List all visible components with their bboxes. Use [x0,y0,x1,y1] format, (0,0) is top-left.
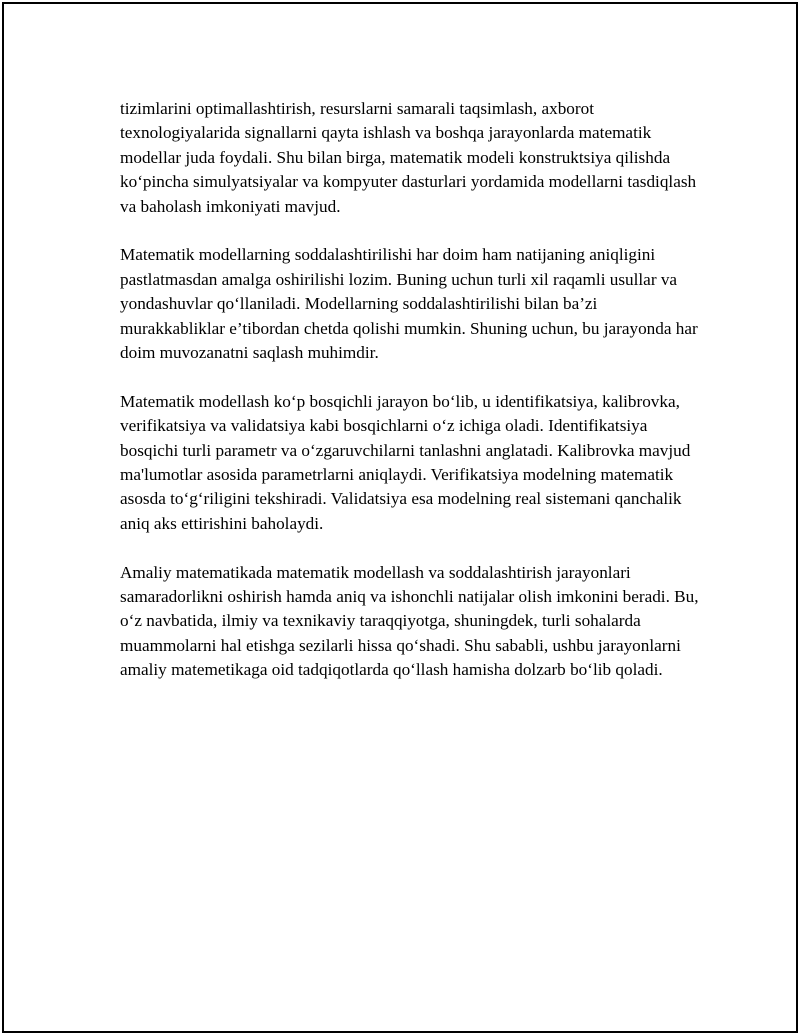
paragraph-1: tizimlarini optimallashtirish, resurslarni samarali taqsimlash, axborot texnologiyalarida signallarni qayta ishlash va boshqa jarayonlarda matematik modellar juda foydali. Shu bilan birga, matematik modeli konstruktsiya qilishda ko‘pincha simulyatsiyalar va kompyuter dasturlari yordamida modellarni tasdiqlash va baholash imkoniyati mavjud. [120,99,697,216]
document-body [120,97,700,707]
paragraph-4: Amaliy matematikada matematik modellash va soddalashtirish jarayonlari samaradorlikni oshirish hamda aniq va ishonchli natijalar olish imkonini beradi. Bu, o‘z navbatida, ilmiy va texnikaviy taraqqiyotga, shuningdek, turli sohalarda muammolarni hal etishga sezilarli hissa qo‘shadi. Shu sababli, ushbu jarayonlarni amaliy matemetikaga oid tadqiqotlarda qo‘llash hamisha dolzarb bo‘lib qoladi. [120,562,699,680]
document-page [2,2,798,1033]
paragraph-3: Matematik modellash ko‘p bosqichli jarayon bo‘lib, u identifikatsiya, kalibrovka, verifikatsiya va validatsiya kabi bosqichlarni o‘z ichiga oladi. Identifikatsiya bosqichi turli parametr va o‘zgaruvchilarni tanlashni anglatadi. Kalibrovka mavjud ma'lumotlar asosida parametrlarni aniqlaydi. Verifikatsiya modelning matematik asosda to‘g‘riligini tekshiradi. Validatsiya esa modelning real sistemani qanchalik aniq aks ettirishini baholaydi. [120,391,691,533]
paragraph-2: Matematik modellarning soddalashtirilishi har doim ham natijaning aniqligini pastlatmasdan amalga oshirilishi lozim. Buning uchun turli xil raqamli usullar va yondashuvlar qo‘llaniladi. Modellarning soddalashtirilishi bilan ba’zi murakkabliklar e’tibordan chetda qolishi mumkin. Shuning uchun, bu jarayonda har doim muvozanatni saqlash muhimdir. [120,245,698,363]
